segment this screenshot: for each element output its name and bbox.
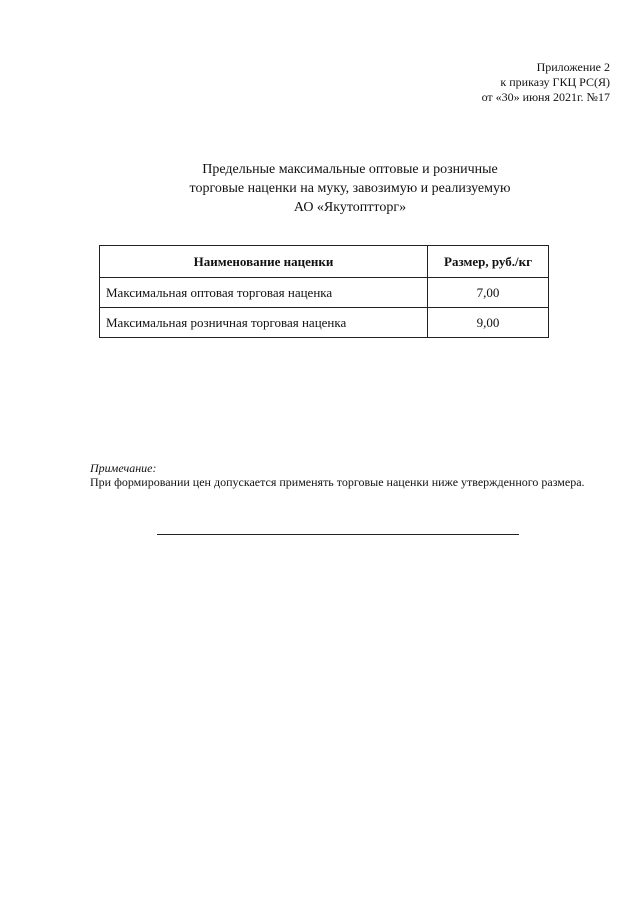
row-markup-name: Максимальная розничная торговая наценка bbox=[100, 308, 428, 338]
table-header-row bbox=[100, 246, 549, 278]
note-label: Примечание: bbox=[90, 461, 157, 475]
header-markup-size: Размер, руб./кг bbox=[428, 246, 549, 278]
annex-order-date: от «30» июня 2021г. №17 bbox=[481, 90, 610, 104]
row-markup-value: 9,00 bbox=[428, 308, 549, 338]
annex-order-ref: к приказу ГКЦ РС(Я) bbox=[500, 75, 610, 89]
note-text: При формировании цен допускается применять торговые наценки ниже утвержденного размера. bbox=[90, 475, 585, 489]
table-row bbox=[100, 278, 549, 308]
annex-header bbox=[482, 60, 610, 105]
title-line-1: Предельные максимальные оптовые и розничные bbox=[202, 162, 498, 177]
separator-line bbox=[157, 534, 519, 535]
markups-table bbox=[99, 245, 549, 338]
title-line-3: АО «Якутоптторг» bbox=[293, 200, 407, 215]
note-section bbox=[90, 461, 610, 489]
header-markup-name: Наименование наценки bbox=[100, 246, 428, 278]
annex-number: Приложение 2 bbox=[536, 60, 610, 74]
table-row bbox=[100, 308, 549, 338]
title-line-2: торговые наценки на муку, завозимую и реализуемую bbox=[189, 181, 511, 196]
row-markup-value: 7,00 bbox=[428, 278, 549, 308]
document-title bbox=[150, 160, 550, 217]
row-markup-name: Максимальная оптовая торговая наценка bbox=[100, 278, 428, 308]
